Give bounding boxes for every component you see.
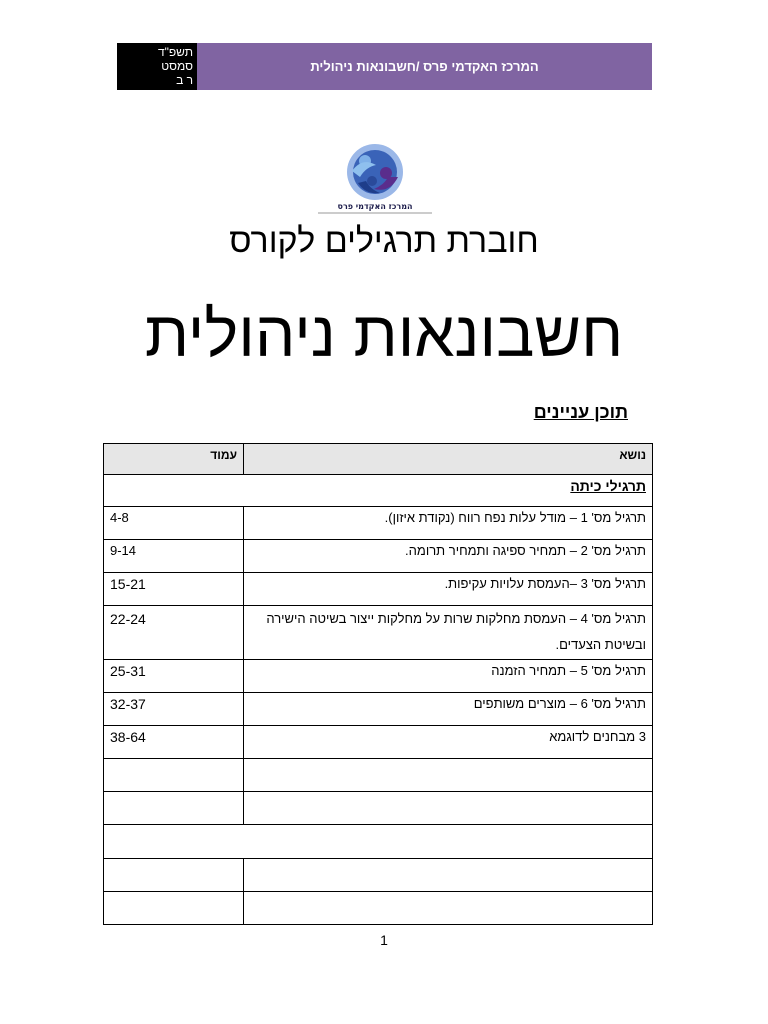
table-row <box>104 606 653 660</box>
page-number: 1 <box>380 932 388 948</box>
toc-heading: תוכן עניינים <box>533 402 628 422</box>
header-title: המרכז האקדמי פרס /חשבונאות ניהולית <box>197 43 652 90</box>
toc-page-cell: 22-24 <box>104 606 244 660</box>
toc-section-row <box>104 475 653 507</box>
semester-line-2: סמסט <box>161 59 193 73</box>
toc-page-cell: 9-14 <box>104 540 244 573</box>
toc-section-label: תרגילי כיתה <box>570 478 646 494</box>
page-header <box>117 43 652 90</box>
empty-cell <box>244 892 653 925</box>
toc-topic-cell: תרגיל מס' 3 –העמסת עלויות עקיפות. <box>244 573 653 606</box>
semester-line-1: תשפ"ד <box>157 45 193 59</box>
empty-cell <box>244 859 653 892</box>
table-row-empty <box>104 759 653 792</box>
empty-cell <box>244 792 653 825</box>
empty-cell <box>244 759 653 792</box>
table-row <box>104 693 653 726</box>
empty-cell <box>104 892 244 925</box>
table-row <box>104 573 653 606</box>
table-row-empty <box>104 825 653 859</box>
semester-label <box>117 43 197 90</box>
toc-page-cell: 25-31 <box>104 660 244 693</box>
toc-header-row <box>104 444 653 475</box>
semester-line-3: ר ב <box>176 73 193 87</box>
table-row-empty <box>104 792 653 825</box>
toc-page-cell: 15-21 <box>104 573 244 606</box>
empty-cell <box>104 792 244 825</box>
empty-cell <box>104 825 653 859</box>
toc-header-topic: נושא <box>244 444 653 475</box>
toc-topic-cell: תרגיל מס' 1 – מודל עלות נפח רווח (נקודת איזון). <box>244 507 653 540</box>
table-row-empty <box>104 859 653 892</box>
toc-section-cell <box>104 475 653 507</box>
toc-topic-cell: תרגיל מס' 5 – תמחיר הזמנה <box>244 660 653 693</box>
table-row <box>104 540 653 573</box>
empty-cell <box>104 859 244 892</box>
toc-topic-cell: תרגיל מס' 4 – העמסת מחלקות שרות על מחלקות ייצור בשיטה הישירה ובשיטת הצעדים. <box>244 606 653 660</box>
cover-title: חשבונאות ניהולית <box>144 298 624 370</box>
empty-cell <box>104 759 244 792</box>
toc-header-page: עמוד <box>104 444 244 475</box>
toc-page-cell: 4-8 <box>104 507 244 540</box>
toc-topic-cell: תרגיל מס' 2 – תמחיר ספיגה ותמחיר תרומה. <box>244 540 653 573</box>
toc-topic-cell: תרגיל מס' 6 – מוצרים משותפים <box>244 693 653 726</box>
toc-page-cell: 32-37 <box>104 693 244 726</box>
toc-page-cell: 38-64 <box>104 726 244 759</box>
table-row <box>104 660 653 693</box>
toc-topic-cell: 3 מבחנים לדוגמא <box>244 726 653 759</box>
table-row <box>104 507 653 540</box>
peres-academic-center-logo-icon <box>318 143 432 215</box>
logo-text: המרכז האקדמי פרס <box>337 202 413 211</box>
toc-table <box>103 443 653 925</box>
table-row <box>104 726 653 759</box>
table-row-empty <box>104 892 653 925</box>
cover-subtitle: חוברת תרגילים לקורס <box>229 222 539 260</box>
